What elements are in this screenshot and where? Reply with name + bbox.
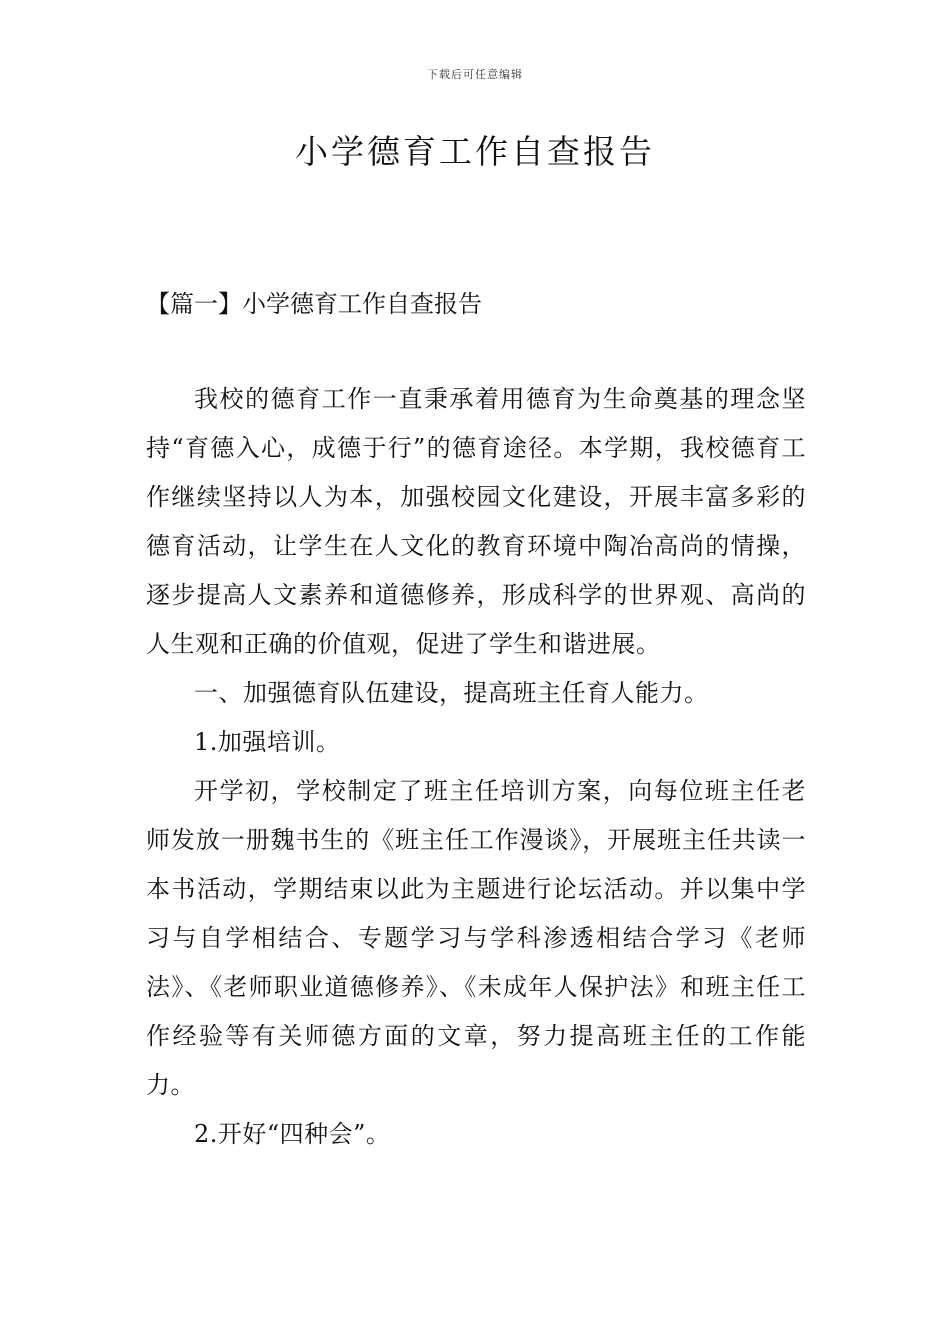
paragraph-training: 开学初，学校制定了班主任培训方案，向每位班主任老师发放一册魏书生的《班主任工作漫谈》，开展班主任共读一本书活动，学期结束以此为主题进行论坛活动。并以集中学习与自学相结合、专题学习与学科渗透相结合学习《老师法》、《老师职业道德修养》、《未成年人保护法》和班主任工作经验等有关师德方面的文章，努力提高班主任的工作能力。 [146, 777, 806, 1099]
paragraph-subheading-2: 2.开好“四种会”。 [194, 1120, 391, 1148]
document-body [146, 375, 806, 1159]
section-heading: 【篇一】小学德育工作自查报告 [146, 290, 482, 318]
paragraph-heading-1: 一、加强德育队伍建设，提高班主任育人能力。 [194, 679, 709, 707]
header-note: 下载后可任意编辑 [427, 68, 523, 81]
paragraph-intro: 我校的德育工作一直秉承着用德育为生命奠基的理念坚持“育德入心，成德于行”的德育途径。本学期，我校德育工作继续坚持以人为本，加强校园文化建设，开展丰富多彩的德育活动，让学生在人文化的教育环境中陶冶高尚的情操，逐步提高人文素养和道德修养，形成科学的世界观、高尚的人生观和正确的价值观，促进了学生和谐进展。 [146, 385, 806, 658]
document-title: 小学德育工作自查报告 [295, 132, 655, 171]
paragraph-subheading-1: 1.加强培训。 [194, 728, 341, 756]
